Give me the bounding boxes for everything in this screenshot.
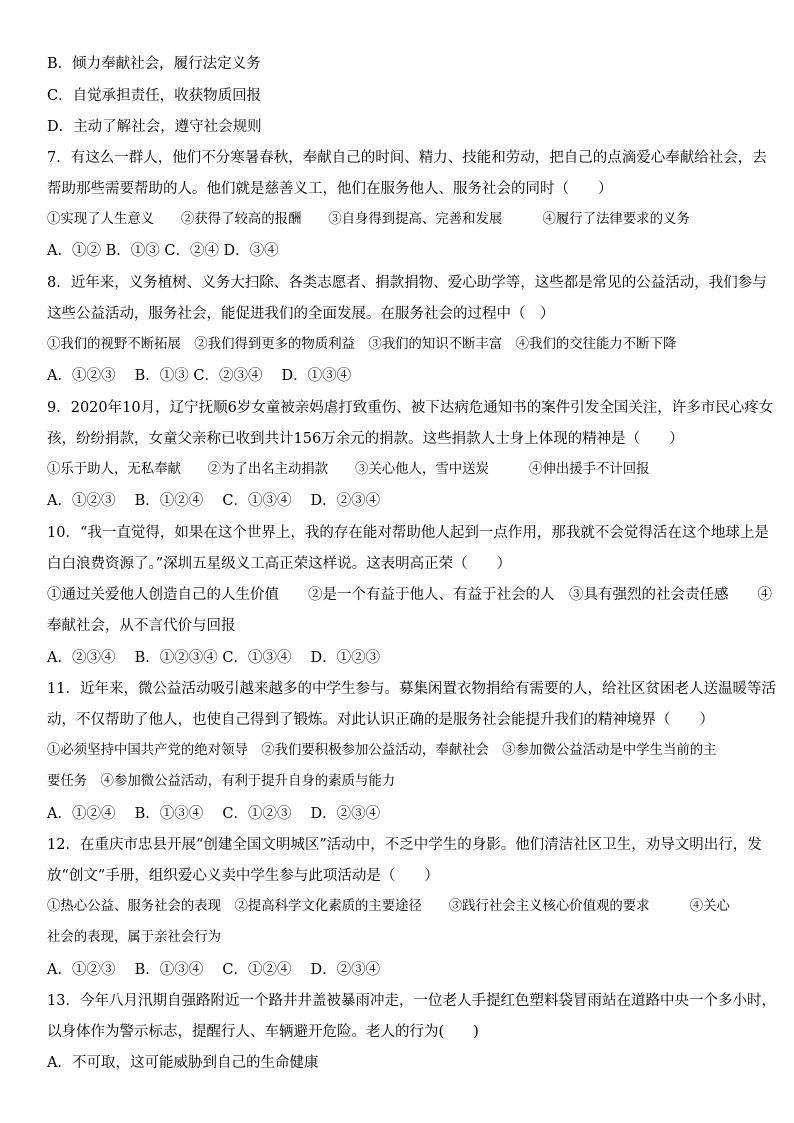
question-13-stem: 13．今年八月汛期自强路附近一个路井井盖被暴雨冲走，一位老人手提红色塑料袋冒雨站在道路中央一个多小时，	[47, 993, 776, 1009]
question-13-stem-cont: 以身体作为警示标志，提醒行人、车辆避开危险。老人的行为( )	[47, 1024, 479, 1040]
question-10-statements-cont: 奉献社会，从不言代价与回报	[47, 618, 236, 634]
question-11-stem-cont: 动，不仅帮助了他人，也使自己得到了锻炼。对此认识正确的是服务社会能提升我们的精神境界（ ）	[47, 712, 714, 728]
question-10-stem: 10．“我一直觉得，如果在这个世界上，我的存在能对帮助他人起到一点作用，那我就不会觉得活在这个地球上是	[47, 525, 769, 541]
question-9-options: A．①②③ B．①②④ C．①③④ D．②③④	[47, 493, 381, 509]
question-8-stem: 8．近年来，义务植树、义务大扫除、各类志愿者、捐款捐物、爱心助学等，这些都是常见的公益活动，我们参与	[47, 275, 767, 291]
question-12-stem-cont: 放“创文”手册，组织爱心义卖中学生参与此项活动是（ ）	[47, 868, 439, 884]
question-12-stem: 12．在重庆市忠县开展“创建全国文明城区”活动中，不乏中学生的身影。他们清洁社区卫生，劝导文明出行，发	[47, 837, 762, 853]
option-c: C．自觉承担责任，收获物质回报	[47, 88, 262, 104]
question-9-statements: ①乐于助人，无私奉献 ②为了出名主动捐款 ③关心他人，雪中送炭 ④伸出援手不计回报	[47, 462, 650, 477]
question-11-statements-cont: 要任务 ④参加微公益活动，有利于提升自身的素质与能力	[47, 774, 396, 789]
question-10-stem-cont: 白白浪费资源了。”深圳五星级义工高正荣这样说。这表明高正荣（ ）	[47, 556, 512, 572]
question-7-options: A．①② B．①③ C．②④ D．③④	[47, 243, 279, 259]
question-7-stem: 7．有这么一群人，他们不分寒暑春秋，奉献自己的时间、精力、技能和劳动，把自己的点滴爱心奉献给社会，去	[47, 150, 767, 166]
question-11-statements: ①必须坚持中国共产党的绝对领导 ②我们要积极参加公益活动，奉献社会 ③参加微公益活动是中学生当前的主	[47, 743, 717, 758]
question-7-stem-cont: 帮助那些需要帮助的人。他们就是慈善义工，他们在服务他人、服务社会的同时（ ）	[47, 181, 613, 197]
question-10-statements: ①通过关爱他人创造自己的人生价值 ②是一个有益于他人、有益于社会的人 ③具有强烈的社会责任感 ④	[47, 587, 772, 603]
question-8-options: A．①②③ B．①③ C．②③④ D．①③④	[47, 368, 352, 384]
option-b: B．倾力奉献社会，履行法定义务	[47, 56, 261, 72]
question-9-stem: 9．2020年10月，辽宁抚顺6岁女童被亲妈虐打致重伤、被下达病危通知书的案件引发全国关注，许多市民心疼女	[47, 400, 774, 416]
question-8-stem-cont: 这些公益活动，服务社会，能促进我们的全面发展。在服务社会的过程中（ ）	[47, 306, 555, 322]
question-9-stem-cont: 孩，纷纷捐款，女童父亲称已收到共计156万余元的捐款。这些捐款人士身上体现的精神是（ ）	[47, 431, 684, 447]
option-d: D．主动了解社会，遵守社会规则	[47, 119, 262, 135]
question-11-stem: 11．近年来，微公益活动吸引越来越多的中学生参与。募集闲置衣物捐给有需要的人，给社区贫困老人送温暖等活	[47, 681, 776, 697]
question-11-options: A．①②④ B．①③④ C．①②③ D．②③④	[47, 806, 381, 822]
question-13-option-a: A．不可取，这可能威胁到自己的生命健康	[47, 1055, 319, 1071]
question-7-statements: ①实现了人生意义 ②获得了较高的报酬 ③自身得到提高、完善和发展 ④履行了法律要求的义务	[47, 212, 690, 227]
question-12-statements: ①热心公益、服务社会的表现 ②提高科学文化素质的主要途径 ③践行社会主义核心价值观的要求 ④关心	[47, 899, 730, 914]
question-10-options: A．②③④ B．①②③④ C．①③④ D．①②③	[47, 650, 381, 666]
question-12-options: A．①②③ B．①③④ C．①②④ D．②③④	[47, 962, 381, 978]
question-8-statements: ①我们的视野不断拓展 ②我们得到更多的物质利益 ③我们的知识不断丰富 ④我们的交往能力不断下降	[47, 337, 677, 352]
question-12-statements-cont: 社会的表现，属于亲社会行为	[47, 930, 222, 945]
